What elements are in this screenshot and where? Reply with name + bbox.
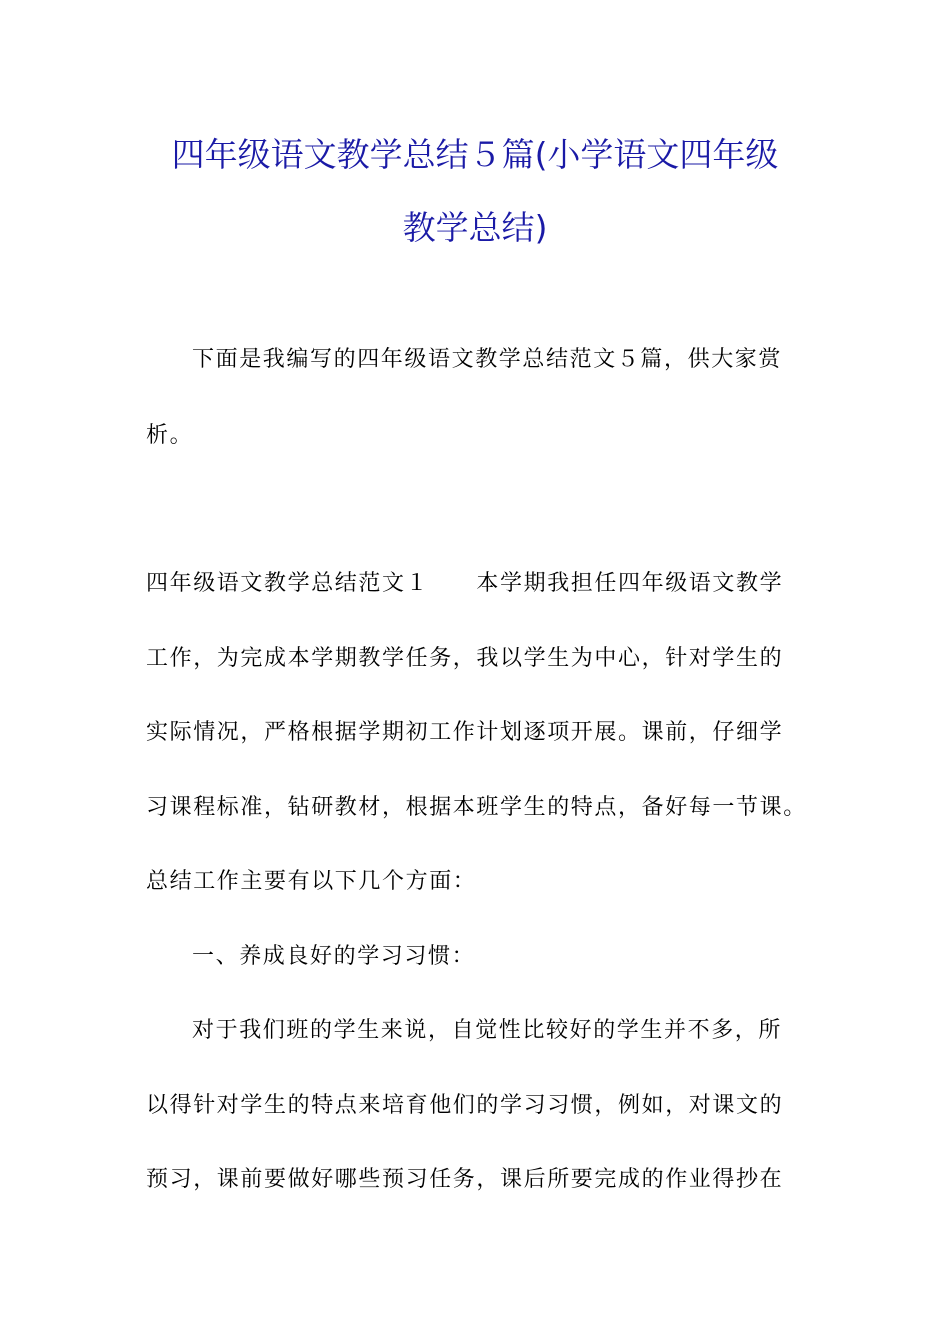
document-title-line-2: 教学总结): [402, 208, 548, 247]
body-line-2: 工作，为完成本学期教学任务，我以学生为中心，针对学生的: [146, 646, 784, 671]
intro-line-1: 下面是我编写的四年级语文教学总结范文５篇，供大家赏: [192, 347, 783, 372]
body-line-5: 总结工作主要有以下几个方面：: [146, 869, 477, 894]
body-line-4: 习课程标准，钻研教材，根据本班学生的特点，备好每一节课。: [146, 795, 807, 820]
section-heading-1: 一、养成良好的学习习惯：: [192, 944, 476, 969]
body-line-1: 四年级语文教学总结范文１ 本学期我担任四年级语文教学: [146, 571, 784, 596]
body-line-8: 以得针对学生的特点来培育他们的学习习惯，例如，对课文的: [146, 1093, 784, 1118]
body-line-7: 对于我们班的学生来说，自觉性比较好的学生并不多，所: [192, 1018, 783, 1043]
intro-line-2: 析。: [146, 423, 194, 448]
body-line-9: 预习，课前要做好哪些预习任务，课后所要完成的作业得抄在: [146, 1167, 784, 1192]
document-title-line-1: 四年级语文教学总结５篇(小学语文四年级: [171, 135, 779, 174]
body-line-3: 实际情况，严格根据学期初工作计划逐项开展。课前，仔细学: [146, 720, 784, 745]
